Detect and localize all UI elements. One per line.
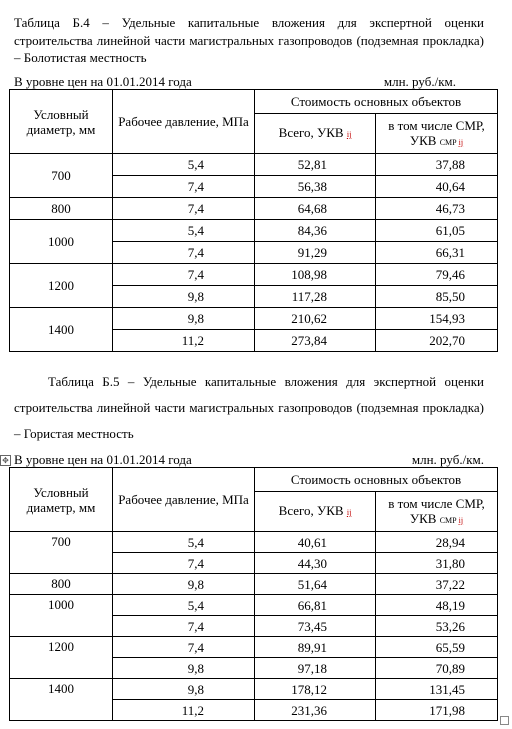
pressure-cell: 9,8 bbox=[113, 679, 255, 700]
smr-cost-cell: 37,88 bbox=[376, 154, 498, 176]
unit-text: млн. руб./км. bbox=[411, 452, 484, 467]
table-row bbox=[10, 637, 498, 658]
pressure-cell: 7,4 bbox=[113, 242, 255, 264]
smr-cost-cell: 48,19 bbox=[376, 595, 498, 616]
header-total: Всего, УКВ ij bbox=[255, 492, 376, 532]
total-cost-cell: 84,36 bbox=[255, 220, 376, 242]
header-diameter: Условный диаметр, мм bbox=[10, 468, 113, 532]
price-level-text: В уровне цен на 01.01.2014 года bbox=[14, 452, 192, 467]
header-pressure: Рабочее давление, МПа bbox=[113, 468, 255, 532]
diameter-cell: 1000 bbox=[10, 595, 113, 637]
smr-cost-cell: 154,93 bbox=[376, 308, 498, 330]
end-of-cell-marker bbox=[500, 716, 509, 725]
pressure-cell: 5,4 bbox=[113, 595, 255, 616]
header-diameter: Условный диаметр, мм bbox=[10, 90, 113, 154]
smr-cost-cell: 66,31 bbox=[376, 242, 498, 264]
smr-cost-cell: 40,64 bbox=[376, 176, 498, 198]
pressure-cell: 11,2 bbox=[113, 330, 255, 352]
total-cost-cell: 231,36 bbox=[255, 700, 376, 721]
table-row bbox=[10, 595, 498, 616]
table-b4 bbox=[9, 89, 498, 352]
diameter-cell: 700 bbox=[10, 532, 113, 574]
header-smr: в том числе СМР, УКВ СМР ij bbox=[376, 114, 498, 154]
smr-cost-cell: 37,22 bbox=[376, 574, 498, 595]
diameter-cell: 1400 bbox=[10, 679, 113, 721]
smr-cost-cell: 46,73 bbox=[376, 198, 498, 220]
table-row bbox=[10, 574, 498, 595]
total-cost-cell: 97,18 bbox=[255, 658, 376, 679]
move-arrows-icon[interactable]: ✥ bbox=[0, 455, 11, 466]
diameter-cell: 1000 bbox=[10, 220, 113, 264]
total-cost-cell: 51,64 bbox=[255, 574, 376, 595]
diameter-cell: 700 bbox=[10, 154, 113, 198]
table-b4-caption: Таблица Б.4 – Удельные капитальные вложения для экспертной оценки строительства линейной части магистральных газопроводов (подземная прокладка) – Болотистая местность bbox=[14, 15, 484, 65]
smr-cost-cell: 61,05 bbox=[376, 220, 498, 242]
header-cost-group: Стоимость основных объектов bbox=[255, 90, 498, 114]
total-cost-cell: 89,91 bbox=[255, 637, 376, 658]
total-cost-cell: 210,62 bbox=[255, 308, 376, 330]
table-row bbox=[10, 220, 498, 242]
diameter-cell: 1400 bbox=[10, 308, 113, 352]
pressure-cell: 11,2 bbox=[113, 700, 255, 721]
pressure-cell: 5,4 bbox=[113, 532, 255, 553]
table-b4-price-line bbox=[14, 74, 484, 89]
pressure-cell: 9,8 bbox=[113, 308, 255, 330]
smr-cost-cell: 65,59 bbox=[376, 637, 498, 658]
pressure-cell: 7,4 bbox=[113, 264, 255, 286]
pressure-cell: 9,8 bbox=[113, 286, 255, 308]
total-cost-cell: 40,61 bbox=[255, 532, 376, 553]
pressure-cell: 9,8 bbox=[113, 658, 255, 679]
pressure-cell: 5,4 bbox=[113, 154, 255, 176]
smr-cost-cell: 70,89 bbox=[376, 658, 498, 679]
diameter-cell: 1200 bbox=[10, 637, 113, 679]
diameter-cell: 800 bbox=[10, 574, 113, 595]
total-cost-cell: 44,30 bbox=[255, 553, 376, 574]
smr-cost-cell: 53,26 bbox=[376, 616, 498, 637]
total-cost-cell: 273,84 bbox=[255, 330, 376, 352]
total-cost-cell: 108,98 bbox=[255, 264, 376, 286]
smr-cost-cell: 131,45 bbox=[376, 679, 498, 700]
table-row bbox=[10, 154, 498, 176]
table-row bbox=[10, 198, 498, 220]
pressure-cell: 7,4 bbox=[113, 637, 255, 658]
total-cost-cell: 66,81 bbox=[255, 595, 376, 616]
table-row bbox=[10, 264, 498, 286]
total-cost-cell: 56,38 bbox=[255, 176, 376, 198]
total-cost-cell: 117,28 bbox=[255, 286, 376, 308]
price-level-text: В уровне цен на 01.01.2014 года bbox=[14, 74, 192, 89]
smr-cost-cell: 79,46 bbox=[376, 264, 498, 286]
table-b5-caption: Таблица Б.5 – Удельные капитальные вложения для экспертной оценки строительства линейной части магистральных газопроводов (подземная прокладка) – Гористая местность bbox=[14, 374, 484, 441]
pressure-cell: 7,4 bbox=[113, 198, 255, 220]
pressure-cell: 7,4 bbox=[113, 176, 255, 198]
smr-cost-cell: 28,94 bbox=[376, 532, 498, 553]
pressure-cell: 9,8 bbox=[113, 574, 255, 595]
total-cost-cell: 73,45 bbox=[255, 616, 376, 637]
pressure-cell: 7,4 bbox=[113, 553, 255, 574]
total-cost-cell: 178,12 bbox=[255, 679, 376, 700]
unit-text: млн. руб./км. bbox=[383, 74, 456, 89]
table-b5-price-line bbox=[14, 452, 484, 467]
smr-cost-cell: 202,70 bbox=[376, 330, 498, 352]
diameter-cell: 800 bbox=[10, 198, 113, 220]
smr-cost-cell: 85,50 bbox=[376, 286, 498, 308]
header-cost-group: Стоимость основных объектов bbox=[255, 468, 498, 492]
smr-cost-cell: 171,98 bbox=[376, 700, 498, 721]
table-row bbox=[10, 679, 498, 700]
header-total: Всего, УКВ ij bbox=[255, 114, 376, 154]
pressure-cell: 7,4 bbox=[113, 616, 255, 637]
total-cost-cell: 91,29 bbox=[255, 242, 376, 264]
table-row bbox=[10, 308, 498, 330]
header-smr: в том числе СМР, УКВ СМР ij bbox=[376, 492, 498, 532]
total-cost-cell: 64,68 bbox=[255, 198, 376, 220]
total-cost-cell: 52,81 bbox=[255, 154, 376, 176]
smr-cost-cell: 31,80 bbox=[376, 553, 498, 574]
pressure-cell: 5,4 bbox=[113, 220, 255, 242]
header-pressure: Рабочее давление, МПа bbox=[113, 90, 255, 154]
table-row bbox=[10, 532, 498, 553]
diameter-cell: 1200 bbox=[10, 264, 113, 308]
table-b5 bbox=[9, 467, 498, 721]
